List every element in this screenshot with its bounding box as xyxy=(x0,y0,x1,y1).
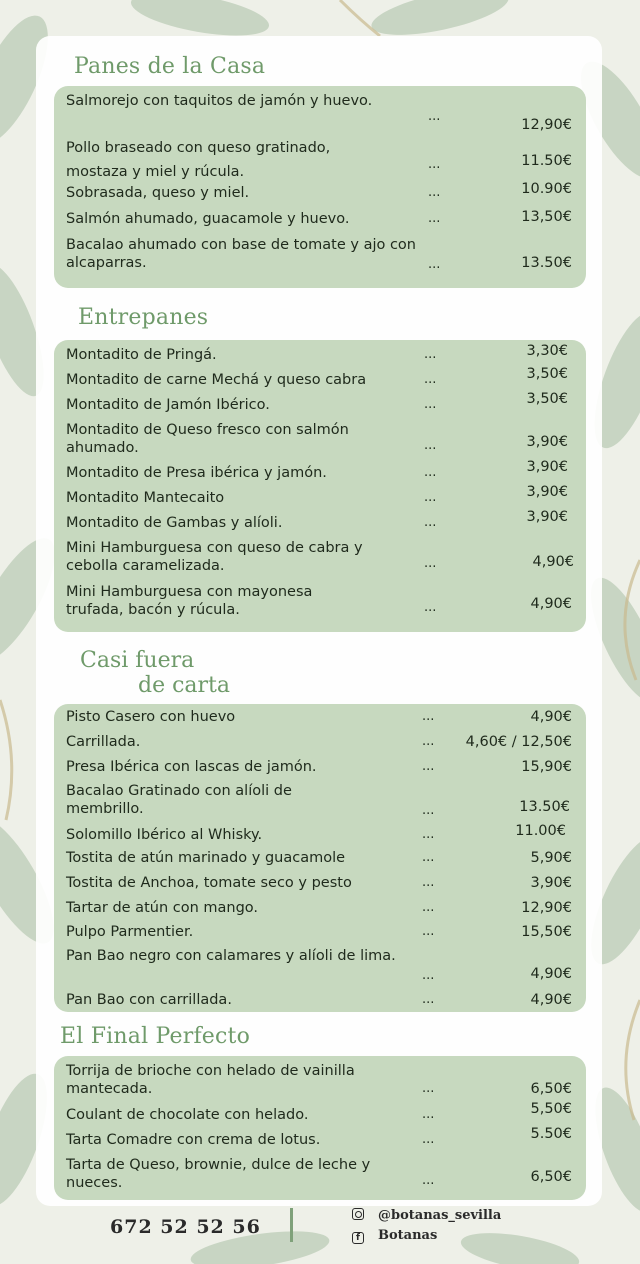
item-dots: ... xyxy=(428,211,441,226)
item-dots: ... xyxy=(424,556,437,571)
item-price: 5,50€ xyxy=(530,1101,572,1117)
item-name: Pulpo Parmentier. xyxy=(66,924,194,940)
item-dots: ... xyxy=(422,968,435,983)
item-price: 5,90€ xyxy=(530,850,572,866)
item-price: 11.00€ xyxy=(515,823,566,839)
item-price: 4,90€ xyxy=(530,992,572,1008)
item-price: 11.50€ xyxy=(521,153,572,169)
item-price: 3,50€ xyxy=(526,366,568,382)
item-price: 4,90€ xyxy=(530,709,572,725)
item-dots: ... xyxy=(422,850,435,865)
item-name: Tarta Comadre con crema de lotus. xyxy=(66,1132,321,1148)
item-price: 3,90€ xyxy=(526,484,568,500)
item-dots: ... xyxy=(422,992,435,1007)
item-name: Torrija de brioche con helado de vainilla mantecada. xyxy=(66,1063,355,1097)
item-dots: ... xyxy=(422,1081,435,1096)
item-name: Presa Ibérica con lascas de jamón. xyxy=(66,759,317,775)
item-name: Tostita de atún marinado y guacamole xyxy=(66,850,346,866)
item-dots: ... xyxy=(424,465,437,480)
item-price: 3,90€ xyxy=(526,434,568,450)
item-name: Bacalao ahumado con base de tomate y ajo con alcaparras. xyxy=(66,237,416,271)
item-dots: ... xyxy=(424,438,437,453)
item-dots: ... xyxy=(424,600,437,615)
item-price: 4,60€ / 12,50€ xyxy=(465,734,572,750)
section-panel-panes xyxy=(54,86,586,288)
item-name: Carrillada. xyxy=(66,734,141,750)
section-panel-final-perfecto xyxy=(54,1056,586,1200)
facebook-icon: f xyxy=(352,1232,364,1244)
item-name: Montadito de Queso fresco con salmón ahumado. xyxy=(66,422,349,456)
item-dots: ... xyxy=(424,490,437,505)
item-price: 5.50€ xyxy=(530,1126,572,1142)
footer-divider xyxy=(290,1208,293,1242)
item-name: Tartar de atún con mango. xyxy=(66,900,259,916)
item-dots: ... xyxy=(422,734,435,749)
instagram-link[interactable] xyxy=(352,1208,501,1223)
item-dots: ... xyxy=(424,397,437,412)
item-price: 12,90€ xyxy=(521,117,572,133)
section-title-de-carta: de carta xyxy=(138,673,231,698)
item-price: 15,50€ xyxy=(521,924,572,940)
item-name: Salmón ahumado, guacamole y huevo. xyxy=(66,211,350,227)
section-title-panes: Panes de la Casa xyxy=(74,54,266,79)
item-name: Sobrasada, queso y miel. xyxy=(66,185,250,201)
item-price: 3,90€ xyxy=(526,509,568,525)
item-dots: ... xyxy=(428,157,441,172)
item-dots: ... xyxy=(422,900,435,915)
item-name: Pan Bao con carrillada. xyxy=(66,992,232,1008)
phone-number[interactable]: 672 52 52 56 xyxy=(110,1216,261,1238)
item-name: Coulant de chocolate con helado. xyxy=(66,1107,309,1123)
item-dots: ... xyxy=(424,347,437,362)
section-panel-casi-fuera xyxy=(54,704,586,1012)
item-dots: ... xyxy=(422,827,435,842)
contact-footer xyxy=(0,1206,640,1264)
item-price: 4,90€ xyxy=(530,966,572,982)
item-name: Montadito de Pringá. xyxy=(66,347,217,363)
section-title-casi-fuera: Casi fuera xyxy=(80,648,195,673)
item-dots: ... xyxy=(424,372,437,387)
instagram-icon xyxy=(352,1208,364,1220)
item-dots: ... xyxy=(422,875,435,890)
section-panel-entrepanes xyxy=(54,340,586,632)
item-name: Pisto Casero con huevo xyxy=(66,709,236,725)
item-dots: ... xyxy=(422,759,435,774)
item-price: 3,90€ xyxy=(526,459,568,475)
item-dots: ... xyxy=(422,803,435,818)
item-dots: ... xyxy=(424,515,437,530)
item-name: Montadito de carne Mechá y queso cabra xyxy=(66,372,367,388)
item-name: Montadito de Gambas y alíoli. xyxy=(66,515,283,531)
item-dots: ... xyxy=(428,257,441,272)
item-dots: ... xyxy=(428,109,441,124)
item-price: 13.50€ xyxy=(519,799,570,815)
item-name: Mini Hamburguesa con queso de cabra y cebolla caramelizada. xyxy=(66,540,363,574)
item-price: 15,90€ xyxy=(521,759,572,775)
item-price: 10.90€ xyxy=(521,181,572,197)
item-dots: ... xyxy=(422,1132,435,1147)
facebook-link[interactable] xyxy=(352,1228,437,1244)
item-price: 6,50€ xyxy=(530,1169,572,1185)
section-title-entrepanes: Entrepanes xyxy=(78,305,209,330)
item-price: 3,50€ xyxy=(526,391,568,407)
item-name: Mini Hamburguesa con mayonesa trufada, bacón y rúcula. xyxy=(66,584,313,618)
item-dots: ... xyxy=(428,185,441,200)
item-price: 6,50€ xyxy=(530,1081,572,1097)
item-name: Tostita de Anchoa, tomate seco y pesto xyxy=(66,875,352,891)
item-price: 13.50€ xyxy=(521,255,572,271)
item-dots: ... xyxy=(422,709,435,724)
item-dots: ... xyxy=(422,924,435,939)
item-name: Pan Bao negro con calamares y alíoli de lima. xyxy=(66,948,396,964)
item-price: 12,90€ xyxy=(521,900,572,916)
item-price: 13,50€ xyxy=(521,209,572,225)
item-name: Bacalao Gratinado con alíoli de membrillo. xyxy=(66,783,292,817)
item-name: Salmorejo con taquitos de jamón y huevo. xyxy=(66,93,373,109)
item-name: Montadito Mantecaito xyxy=(66,490,225,506)
item-name: Tarta de Queso, brownie, dulce de leche y nueces. xyxy=(66,1157,371,1191)
item-name: Montadito de Jamón Ibérico. xyxy=(66,397,270,413)
section-title-final-perfecto: El Final Perfecto xyxy=(60,1024,251,1049)
item-name: Solomillo Ibérico al Whisky. xyxy=(66,827,263,843)
instagram-handle: @botanas_sevilla xyxy=(378,1208,502,1223)
item-dots: ... xyxy=(422,1107,435,1122)
item-name: Pollo braseado con queso gratinado, mostaza y miel y rúcula. xyxy=(66,140,331,180)
facebook-name: Botanas xyxy=(378,1228,438,1243)
item-price: 3,90€ xyxy=(530,875,572,891)
item-dots: ... xyxy=(422,1173,435,1188)
item-price: 3,30€ xyxy=(526,343,568,359)
item-name: Montadito de Presa ibérica y jamón. xyxy=(66,465,327,481)
item-price: 4,90€ xyxy=(532,554,574,570)
item-price: 4,90€ xyxy=(530,596,572,612)
